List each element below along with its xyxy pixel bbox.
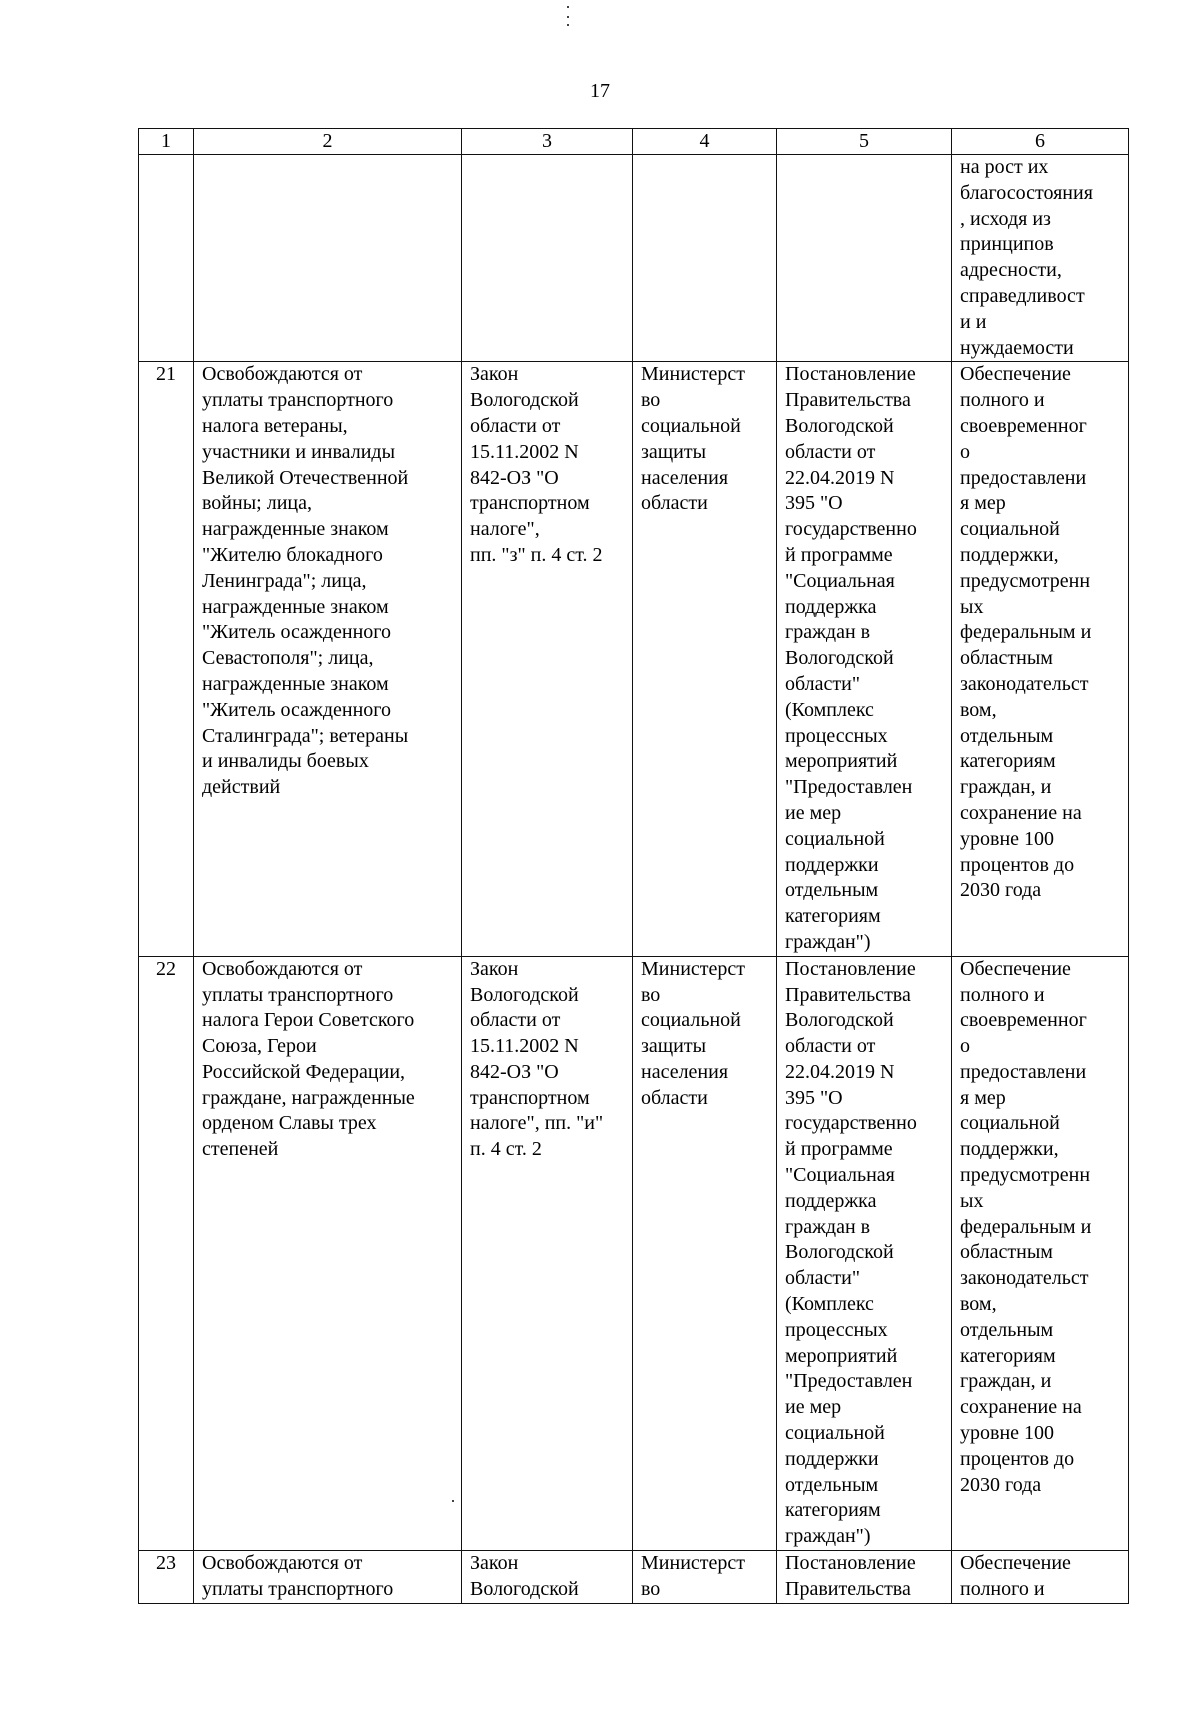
cell-text-line: социальной [960, 1112, 1060, 1135]
cell-text-line: Обеспечение [960, 1552, 1071, 1575]
cell-text-line: Вологодской [470, 389, 579, 412]
cell-text-line: процессных [785, 1318, 888, 1341]
cell-text-line: 2030 года [960, 879, 1042, 902]
cell-text-line: государственно [785, 518, 917, 541]
cell-text-line: граждан") [785, 930, 871, 953]
cell-text-line: "Социальная [785, 569, 895, 592]
cell-text-line: нуждаемости [960, 336, 1074, 359]
cell-text-line: "Житель осажденного [202, 698, 391, 721]
page-number: 17 [590, 80, 610, 102]
cell-text-line: Министерст [641, 363, 746, 386]
cell-text-line: Правительства [785, 389, 911, 412]
cell-text-line: 842-ОЗ "О [470, 1060, 559, 1083]
cell-text-line: мероприятий [785, 1344, 898, 1367]
cell-text-line: уплаты транспортного [202, 983, 394, 1006]
scan-speck [567, 24, 569, 26]
cell-text-line: Вологодской [470, 1577, 579, 1600]
column-header: 3 [462, 129, 633, 155]
cell-text-line: , исходя из [960, 207, 1051, 230]
cell-text-line: войны; лица, [202, 492, 312, 515]
cell-text-line: о [960, 1035, 970, 1058]
cell-text-line: сохранение на [960, 1396, 1082, 1419]
cell-text-line: п. 4 ст. 2 [470, 1138, 542, 1161]
table-row [139, 956, 1129, 1550]
cell-text-line: категориям [785, 905, 881, 928]
row-number-cell: 21 [139, 362, 194, 956]
cell-text-line: своевременног [960, 414, 1087, 437]
cell-text-line: поддержки, [960, 1138, 1059, 1161]
goal-cell [952, 362, 1129, 956]
cell-text-line: социальной [960, 518, 1060, 541]
cell-text-line: уплаты транспортного [202, 1577, 394, 1600]
cell-text-line: Постановление [785, 957, 916, 980]
cell-text-line: й программе [785, 543, 893, 566]
scan-speck [567, 6, 569, 8]
cell-text-line: 22.04.2019 N [785, 1060, 895, 1083]
cell-text-line: категориям [960, 750, 1056, 773]
cell-text-line: предоставлени [960, 1060, 1087, 1083]
cell-text-line: отдельным [960, 1318, 1054, 1341]
law-cell [462, 956, 633, 1550]
cell-text-line: области [641, 492, 708, 515]
cell-text-line: я мер [960, 492, 1006, 515]
cell-text-line: степеней [202, 1138, 279, 1161]
cell-text-line: граждане, награжденные [202, 1086, 415, 1109]
cell-text-line: федеральным и [960, 621, 1092, 644]
cell-text-line: благосостояния [960, 181, 1093, 204]
cell-text-line: области [641, 1086, 708, 1109]
cell-text-line: социальной [785, 827, 885, 850]
cell-text-line: Обеспечение [960, 363, 1071, 386]
cell-text-line: Вологодской [785, 1241, 894, 1264]
cell-text-line: области от [470, 1009, 561, 1032]
cell-text-line: социальной [641, 1009, 741, 1032]
cell-text-line: Освобождаются от [202, 1552, 363, 1575]
column-header: 5 [777, 129, 952, 155]
cell-text-line: Правительства [785, 983, 911, 1006]
column-header: 2 [194, 129, 462, 155]
cell-text-line: граждан, и [960, 776, 1052, 799]
cell-text-line: полного и [960, 983, 1045, 1006]
cell-text-line: уплаты транспортного [202, 389, 394, 412]
cell-text-line: "Жителю блокадного [202, 543, 383, 566]
cell-text-line: поддержки, [960, 543, 1059, 566]
scan-speck [567, 16, 569, 18]
cell-text-line: Севастополя"; лица, [202, 647, 374, 670]
cell-text-line: области от [785, 440, 876, 463]
cell-text-line: Правительства [785, 1577, 911, 1600]
cell-text-line: вом, [960, 698, 997, 721]
cell-text-line: предусмотренн [960, 1164, 1091, 1187]
cell-text-line: 842-ОЗ "О [470, 466, 559, 489]
program-cell [777, 362, 952, 956]
table-row [139, 1551, 1129, 1604]
table-row [139, 362, 1129, 956]
cell-text-line: области от [785, 1035, 876, 1058]
program-cell [777, 155, 952, 362]
cell-text-line: Вологодской [785, 647, 894, 670]
cell-text-line: процентов до [960, 1447, 1075, 1470]
cell-text-line: налога Герои Советского [202, 1009, 415, 1032]
cell-text-line: областным [960, 1241, 1053, 1264]
ministry-cell [633, 362, 777, 956]
cell-text-line: отдельным [785, 879, 879, 902]
law-cell [462, 1551, 633, 1604]
cell-text-line: законодательст [960, 672, 1089, 695]
cell-text-line: Освобождаются от [202, 957, 363, 980]
cell-text-line: области" [785, 1267, 861, 1290]
cell-text-line: категориям [960, 1344, 1056, 1367]
cell-text-line: "Предоставлен [785, 1370, 913, 1393]
cell-text-line: Обеспечение [960, 957, 1071, 980]
cell-text-line: социальной [641, 414, 741, 437]
cell-text-line: Министерст [641, 1552, 746, 1575]
cell-text-line: (Комплекс [785, 698, 874, 721]
cell-text-line: 395 "О [785, 492, 843, 515]
description-cell [194, 155, 462, 362]
cell-text-line: поддержки [785, 853, 879, 876]
cell-text-line: области" [785, 672, 861, 695]
cell-text-line: действий [202, 776, 281, 799]
cell-text-line: Вологодской [470, 983, 579, 1006]
row-number-cell: 23 [139, 1551, 194, 1604]
cell-text-line: Ленинграда"; лица, [202, 569, 367, 592]
cell-text-line: во [641, 389, 661, 412]
cell-text-line: Вологодской [785, 1009, 894, 1032]
law-cell [462, 155, 633, 362]
cell-text-line: во [641, 1577, 661, 1600]
cell-text-line: Союза, Герои [202, 1035, 317, 1058]
cell-text-line: поддержки [785, 1447, 879, 1470]
cell-text-line: населения [641, 466, 729, 489]
cell-text-line: орденом Славы трех [202, 1112, 377, 1135]
goal-cell [952, 956, 1129, 1550]
cell-text-line: уровне 100 [960, 1422, 1055, 1445]
cell-text-line: уровне 100 [960, 827, 1055, 850]
cell-text-line: справедливост [960, 284, 1085, 307]
cell-text-line: защиты [641, 1035, 707, 1058]
cell-text-line: ых [960, 1189, 984, 1212]
cell-text-line: процентов до [960, 853, 1075, 876]
cell-text-line: Закон [470, 1552, 519, 1575]
cell-text-line: 2030 года [960, 1473, 1042, 1496]
cell-text-line: я мер [960, 1086, 1006, 1109]
ministry-cell [633, 155, 777, 362]
cell-text-line: (Комплекс [785, 1293, 874, 1316]
cell-text-line: своевременног [960, 1009, 1087, 1032]
cell-text-line: Постановление [785, 1552, 916, 1575]
cell-text-line: ых [960, 595, 984, 618]
goal-cell [952, 1551, 1129, 1604]
cell-text-line: поддержка [785, 595, 877, 618]
cell-text-line: во [641, 983, 661, 1006]
description-cell [194, 1551, 462, 1604]
cell-text-line: й программе [785, 1138, 893, 1161]
cell-text-line: Сталинграда"; ветераны [202, 724, 409, 747]
cell-text-line: Закон [470, 363, 519, 386]
cell-text-line: категориям [785, 1499, 881, 1522]
cell-text-line: 395 "О [785, 1086, 843, 1109]
cell-text-line: транспортном [470, 492, 590, 515]
column-header: 4 [633, 129, 777, 155]
column-header: 6 [952, 129, 1129, 155]
cell-text-line: и инвалиды боевых [202, 750, 369, 773]
cell-text-line: граждан") [785, 1525, 871, 1548]
cell-text-line: граждан в [785, 621, 871, 644]
cell-text-line: полного и [960, 1577, 1045, 1600]
cell-text-line: Великой Отечественной [202, 466, 409, 489]
cell-text-line: налога ветераны, [202, 414, 348, 437]
description-cell [194, 956, 462, 1550]
cell-text-line: Закон [470, 957, 519, 980]
program-cell [777, 1551, 952, 1604]
cell-text-line: 15.11.2002 N [470, 1035, 579, 1058]
cell-text-line: ие мер [785, 1396, 842, 1419]
cell-text-line: на рост их [960, 156, 1049, 178]
cell-text-line: налоге", пп. "и" [470, 1112, 604, 1135]
cell-text-line: населения [641, 1060, 729, 1083]
cell-text-line: "Житель осажденного [202, 621, 391, 644]
cell-text-line: пп. "з" п. 4 ст. 2 [470, 543, 603, 566]
cell-text-line: ие мер [785, 801, 842, 824]
cell-text-line: транспортном [470, 1086, 590, 1109]
cell-text-line: Постановление [785, 363, 916, 386]
cell-text-line: областным [960, 647, 1053, 670]
benefits-table [138, 128, 1129, 1604]
cell-text-line: Министерст [641, 957, 746, 980]
cell-text-line: награжденные знаком [202, 518, 389, 541]
ministry-cell [633, 956, 777, 1550]
cell-text-line: граждан в [785, 1215, 871, 1238]
cell-text-line: принципов [960, 233, 1054, 256]
cell-text-line: награжденные знаком [202, 595, 389, 618]
ministry-cell [633, 1551, 777, 1604]
cell-text-line: защиты [641, 440, 707, 463]
cell-text-line: "Предоставлен [785, 776, 913, 799]
cell-text-line: отдельным [785, 1473, 879, 1496]
header-row [139, 129, 1129, 155]
cell-text-line: предоставлени [960, 466, 1087, 489]
cell-text-line: граждан, и [960, 1370, 1052, 1393]
cell-text-line: предусмотренн [960, 569, 1091, 592]
cell-text-line: области от [470, 414, 561, 437]
cell-text-line: государственно [785, 1112, 917, 1135]
cell-text-line: отдельным [960, 724, 1054, 747]
cell-text-line: "Социальная [785, 1164, 895, 1187]
row-number-cell [139, 155, 194, 362]
cell-text-line: вом, [960, 1293, 997, 1316]
cell-text-line: 22.04.2019 N [785, 466, 895, 489]
cell-text-line: поддержка [785, 1189, 877, 1212]
cell-text-line: Освобождаются от [202, 363, 363, 386]
column-header: 1 [139, 129, 194, 155]
cell-text-line: мероприятий [785, 750, 898, 773]
cell-text-line: и и [960, 310, 987, 333]
cell-text-line: социальной [785, 1422, 885, 1445]
cell-text-line: о [960, 440, 970, 463]
cell-text-line: Российской Федерации, [202, 1060, 406, 1083]
law-cell [462, 362, 633, 956]
cell-text-line: процессных [785, 724, 888, 747]
cell-text-line: налоге", [470, 518, 540, 541]
cell-text-line: участники и инвалиды [202, 440, 396, 463]
cell-text-line: сохранение на [960, 801, 1082, 824]
cell-text-line: награжденные знаком [202, 672, 389, 695]
cell-text-line: Вологодской [785, 414, 894, 437]
cell-text-line: полного и [960, 389, 1045, 412]
cell-text-line: 15.11.2002 N [470, 440, 579, 463]
description-cell [194, 362, 462, 956]
program-cell [777, 956, 952, 1550]
cell-text-line: адресности, [960, 259, 1062, 282]
cell-text-line: федеральным и [960, 1215, 1092, 1238]
cell-text-line: законодательст [960, 1267, 1089, 1290]
continuation-row [139, 155, 1129, 362]
row-number-cell: 22 [139, 956, 194, 1550]
goal-cell [952, 155, 1129, 362]
